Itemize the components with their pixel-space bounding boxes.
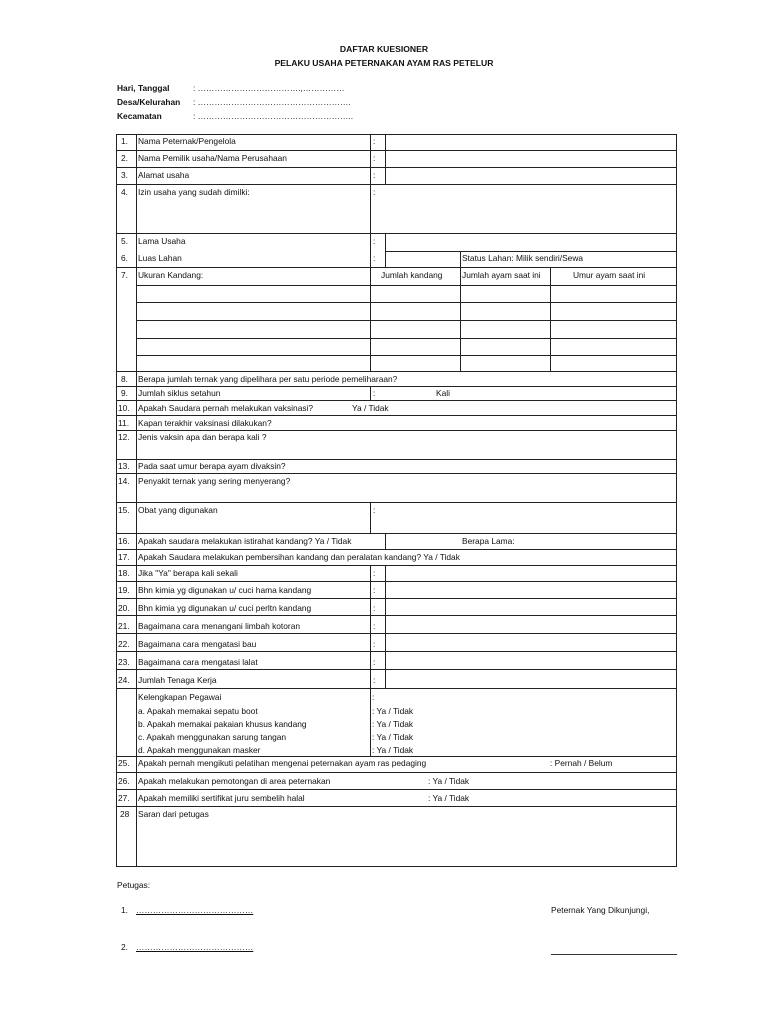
- row-number: 9.: [121, 388, 128, 398]
- row-line: [116, 772, 677, 773]
- document-title: DAFTAR KUESIONER: [339, 44, 429, 54]
- sarung-tangan-label: c. Apakah menggunakan sarung tangan: [138, 732, 287, 742]
- row-line: [116, 806, 677, 807]
- sarung-tangan-choice[interactable]: : Ya / Tidak: [372, 732, 414, 742]
- row-number: 2.: [121, 153, 128, 163]
- umur-ayam-header: Umur ayam saat ini: [573, 270, 646, 280]
- row-number: 4.: [121, 187, 128, 197]
- colon: :: [373, 657, 376, 667]
- colon: :: [373, 153, 376, 163]
- status-divider: [460, 251, 461, 267]
- pembersihan-kandang-label: Apakah Saudara melakukan pembersihan kandang dan peralatan kandang? Ya / Tidak: [138, 552, 460, 562]
- label-divider: [370, 134, 371, 234]
- label-divider: [370, 233, 371, 267]
- row-line: [116, 581, 677, 582]
- row-line: [116, 615, 677, 616]
- row-line: [116, 502, 677, 503]
- pakaian-khusus-label: b. Apakah memakai pakaian khusus kandang: [138, 719, 307, 729]
- masker-label: d. Apakah menggunakan masker: [138, 745, 261, 755]
- row-number: 3.: [121, 170, 128, 180]
- colon: :: [373, 603, 376, 613]
- colon: :: [373, 136, 376, 146]
- kelengkapan-pegawai-label: Kelengkapan Pegawai: [138, 692, 222, 702]
- answer-divider: [385, 533, 386, 549]
- colon: :: [372, 692, 375, 702]
- pemotongan-choice[interactable]: : Ya / Tidak: [428, 776, 470, 786]
- label-divider: [370, 386, 371, 400]
- limbah-label: Bagaimana cara menangani limbah kotoran: [138, 621, 301, 631]
- row-line: [116, 598, 677, 599]
- row-number: 10.: [118, 403, 130, 413]
- row-number: 23.: [118, 657, 130, 667]
- row-line: [116, 430, 677, 431]
- row-line: [116, 669, 677, 670]
- row-line: [116, 789, 677, 790]
- berapa-lama-label: Berapa Lama:: [462, 536, 515, 546]
- pelatihan-choice[interactable]: : Pernah / Belum: [550, 758, 613, 768]
- kandang-col-divider: [550, 267, 551, 371]
- row-number: 16.: [118, 536, 130, 546]
- jumlah-ternak-label: Berapa jumlah ternak yang dipelihara per satu periode pemeliharaan?: [138, 374, 398, 384]
- colon: :: [373, 253, 376, 263]
- row-number: 7.: [121, 270, 128, 280]
- row-line: [385, 251, 677, 252]
- kandang-col-divider: [460, 267, 461, 371]
- row-number: 18.: [118, 568, 130, 578]
- sepatu-boot-choice[interactable]: : Ya / Tidak: [372, 706, 414, 716]
- row-line: [116, 756, 677, 757]
- kandang-grid-line: [136, 285, 677, 286]
- row-number: 27.: [118, 793, 130, 803]
- row-line: [116, 400, 677, 401]
- colon: :: [373, 505, 376, 515]
- row-line: [116, 167, 677, 168]
- obat-label: Obat yang digunakan: [138, 505, 218, 515]
- status-lahan-label: Status Lahan: Milik sendiri/Sewa: [462, 253, 584, 263]
- row-line: [116, 565, 677, 566]
- kecamatan-field[interactable]: : ………………………………………………..: [193, 111, 354, 121]
- row-number: 25.: [118, 758, 130, 768]
- kecamatan-label: Kecamatan: [117, 111, 162, 121]
- hari-field[interactable]: : ……………………………….,……………: [193, 83, 345, 93]
- row-line: [116, 459, 677, 460]
- ukuran-kandang-label: Ukuran Kandang:: [138, 270, 204, 280]
- row-line: [116, 533, 677, 534]
- peternak-signature-line[interactable]: [551, 954, 677, 955]
- colon: :: [373, 621, 376, 631]
- row-number: 26.: [118, 776, 130, 786]
- izin-usaha-label: Izin usaha yang sudah dimilki:: [138, 187, 250, 197]
- colon: :: [373, 639, 376, 649]
- saran-label: Saran dari petugas: [138, 809, 209, 819]
- lalat-label: Bagaimana cara mengatasi lalat: [138, 657, 258, 667]
- nama-pemilik-label: Nama Pemilik usaha/Nama Perusahaan: [138, 153, 287, 163]
- pelatihan-label: Apakah pernah mengikuti pelatihan mengenai peternakan ayam ras pedaging: [138, 758, 427, 768]
- hari-label: Hari, Tanggal: [117, 83, 170, 93]
- row-line: [116, 184, 677, 185]
- row-line: [116, 688, 677, 689]
- number-column-divider: [136, 134, 137, 867]
- penyakit-label: Penyakit ternak yang sering menyerang?: [138, 476, 291, 486]
- colon: :: [373, 585, 376, 595]
- jenis-vaksin-label: Jenis vaksin apa dan berapa kali ?: [138, 432, 267, 442]
- row-line: [116, 150, 677, 151]
- vaksinasi-terakhir-label: Kapan terakhir vaksinasi dilakukan?: [138, 418, 272, 428]
- row-line: [116, 233, 677, 234]
- kali-label: Kali: [436, 388, 450, 398]
- row-line: [116, 415, 677, 416]
- bau-label: Bagaimana cara mengatasi bau: [138, 639, 257, 649]
- jumlah-kandang-header: Jumlah kandang: [381, 270, 443, 280]
- nama-peternak-label: Nama Peternak/Pengelola: [138, 136, 236, 146]
- row-number: 24.: [118, 675, 130, 685]
- document-subtitle: PELAKU USAHA PETERNAKAN AYAM RAS PETELUR: [274, 58, 494, 68]
- petugas-2-number: 2.: [121, 942, 128, 952]
- label-divider: [370, 688, 371, 756]
- row-number: 22.: [118, 639, 130, 649]
- row-line: [116, 386, 677, 387]
- jumlah-ayam-header: Jumlah ayam saat ini: [462, 270, 541, 280]
- row-number: 15.: [118, 505, 130, 515]
- answer-divider: [385, 134, 386, 184]
- colon: :: [373, 236, 376, 246]
- colon: :: [373, 675, 376, 685]
- row-number: 20.: [118, 603, 130, 613]
- alamat-usaha-label: Alamat usaha: [138, 170, 190, 180]
- kimia-cuci-hama-label: Bhn kimia yg digunakan u/ cuci hama kandang: [138, 585, 312, 595]
- sertifikat-choice[interactable]: : Ya / Tidak: [428, 793, 470, 803]
- luas-lahan-label: Luas Lahan: [138, 253, 182, 263]
- vaksinasi-label: Apakah Saudara pernah melakukan vaksinasi?: [138, 403, 314, 413]
- sepatu-boot-label: a. Apakah memakai sepatu boot: [138, 706, 258, 716]
- colon: :: [373, 170, 376, 180]
- kandang-col-divider: [370, 267, 371, 371]
- label-divider: [370, 565, 371, 688]
- colon: :: [373, 568, 376, 578]
- vaksinasi-choice[interactable]: Ya / Tidak: [352, 403, 389, 413]
- table-border-right: [676, 134, 677, 867]
- row-line: [116, 633, 677, 634]
- pakaian-khusus-choice[interactable]: : Ya / Tidak: [372, 719, 414, 729]
- frekuensi-label: Jika "Ya" berapa kali sekali: [138, 568, 238, 578]
- label-divider: [370, 502, 371, 533]
- desa-field[interactable]: : ……………………………………………….: [193, 97, 351, 107]
- row-number: 19.: [118, 585, 130, 595]
- row-line: [116, 371, 677, 372]
- table-border-bottom: [116, 866, 677, 867]
- row-number: 17.: [118, 552, 130, 562]
- row-number: 28: [120, 809, 130, 819]
- table-border-left: [116, 134, 117, 867]
- row-line: [116, 549, 677, 550]
- row-line: [116, 473, 677, 474]
- peternak-label: Peternak Yang Dikunjungi,: [551, 905, 650, 915]
- tenaga-kerja-label: Jumlah Tenaga Kerja: [138, 675, 217, 685]
- row-line: [116, 267, 677, 268]
- row-line: [116, 651, 677, 652]
- row-number: 8.: [121, 374, 128, 384]
- row-number: 14.: [118, 476, 130, 486]
- pemotongan-label: Apakah melakukan pemotongan di area peternakan: [138, 776, 331, 786]
- kandang-grid-line: [136, 338, 677, 339]
- siklus-label: Jumlah siklus setahun: [138, 388, 221, 398]
- lama-usaha-label: Lama Usaha: [138, 236, 186, 246]
- petugas-1-number: 1.: [121, 905, 128, 915]
- colon: :: [373, 388, 376, 398]
- kimia-cuci-peralatan-label: Bhn kimia yg digunakan u/ cuci perltn kandang: [138, 603, 312, 613]
- colon: :: [373, 187, 376, 197]
- row-number: 12.: [118, 432, 130, 442]
- row-number: 1.: [121, 136, 128, 146]
- petugas-2-signature-line[interactable]: ……………………………………: [136, 942, 254, 952]
- kandang-grid-line: [136, 320, 677, 321]
- masker-choice[interactable]: : Ya / Tidak: [372, 745, 414, 755]
- row-number: 13.: [118, 461, 130, 471]
- table-border-top: [116, 134, 677, 135]
- kandang-grid-line: [136, 355, 677, 356]
- answer-divider: [385, 233, 386, 267]
- answer-divider: [385, 565, 386, 688]
- row-number: 5.: [121, 236, 128, 246]
- desa-label: Desa/Kelurahan: [117, 97, 181, 107]
- row-number: 6.: [121, 253, 128, 263]
- row-number: 11.: [118, 418, 130, 428]
- sertifikat-label: Apakah memiliki sertifikat juru sembelih halal: [138, 793, 305, 803]
- istirahat-kandang-label: Apakah saudara melakukan istirahat kandang? Ya / Tidak: [138, 536, 352, 546]
- kandang-grid-line: [136, 302, 677, 303]
- petugas-1-signature-line[interactable]: ……………………………………: [136, 905, 254, 915]
- row-number: 21.: [118, 621, 130, 631]
- petugas-label: Petugas:: [117, 880, 151, 890]
- umur-vaksin-label: Pada saat umur berapa ayam divaksin?: [138, 461, 286, 471]
